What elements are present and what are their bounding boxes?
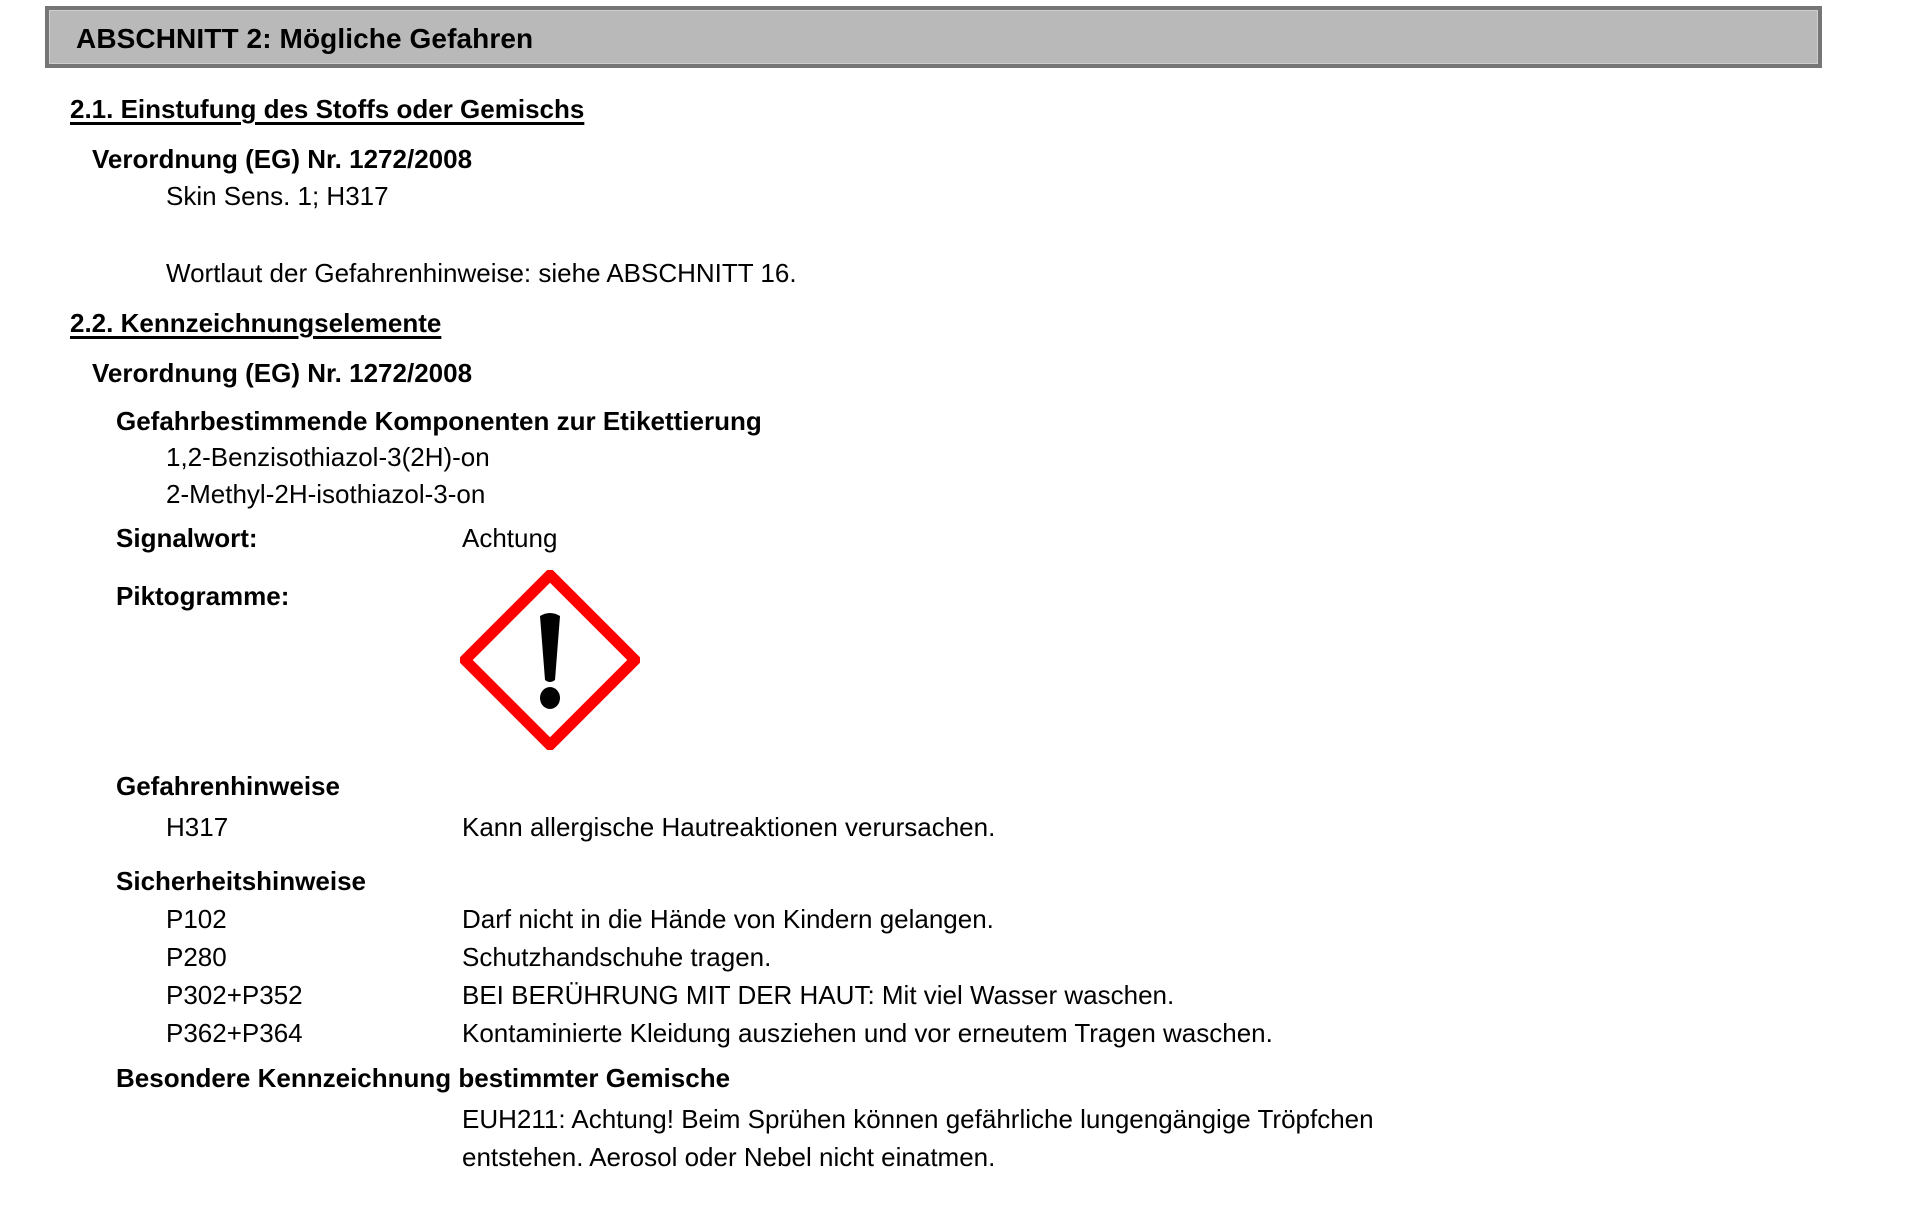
section-title: ABSCHNITT 2: Mögliche Gefahren [76,23,534,54]
special-labelling-heading: Besondere Kennzeichnung bestimmter Gemische [116,1063,731,1093]
special-labelling-line: entstehen. Aerosol oder Nebel nicht einatmen. [462,1142,996,1172]
component-item: 1,2-Benzisothiazol-3(2H)-on [166,442,490,472]
regulation-label-elements: Verordnung (EG) Nr. 1272/2008 [92,358,473,388]
regulation-label-classification: Verordnung (EG) Nr. 1272/2008 [92,144,473,174]
hazard-wording-note: Wortlaut der Gefahrenhinweise: siehe ABSCHNITT 16. [166,258,797,288]
hazard-statements-heading: Gefahrenhinweise [116,771,340,801]
section-header [45,6,1822,68]
precaution-text: Schutzhandschuhe tragen. [462,942,772,972]
precaution-text: Kontaminierte Kleidung ausziehen und vor erneutem Tragen waschen. [462,1018,1273,1048]
precaution-code: P280 [166,942,227,972]
precautionary-statements-heading: Sicherheitshinweise [116,866,366,896]
precaution-code: P362+P364 [166,1018,303,1048]
precaution-code: P102 [166,904,227,934]
signal-word-value: Achtung [462,523,558,553]
hazard-text: Kann allergische Hautreaktionen verursachen. [462,812,996,842]
components-heading: Gefahrbestimmende Komponenten zur Etikettierung [116,406,762,436]
signal-word-label: Signalwort: [116,523,258,553]
component-item: 2-Methyl-2H-isothiazol-3-on [166,479,486,509]
special-labelling-line: EUH211: Achtung! Beim Sprühen können gefährliche lungengängige Tröpfchen [462,1104,1374,1134]
hazard-code: H317 [166,812,229,842]
precaution-text: BEI BERÜHRUNG MIT DER HAUT: Mit viel Wasser waschen. [462,980,1175,1010]
classification-value: Skin Sens. 1; H317 [166,181,389,211]
heading-classification: 2.1. Einstufung des Stoffs oder Gemischs [70,94,585,124]
ghs07-exclamation-mark-icon [460,570,640,750]
precaution-text: Darf nicht in die Hände von Kindern gelangen. [462,904,994,934]
heading-label-elements: 2.2. Kennzeichnungselemente [70,308,442,338]
pictograms-label: Piktogramme: [116,581,290,611]
precaution-code: P302+P352 [166,980,303,1010]
